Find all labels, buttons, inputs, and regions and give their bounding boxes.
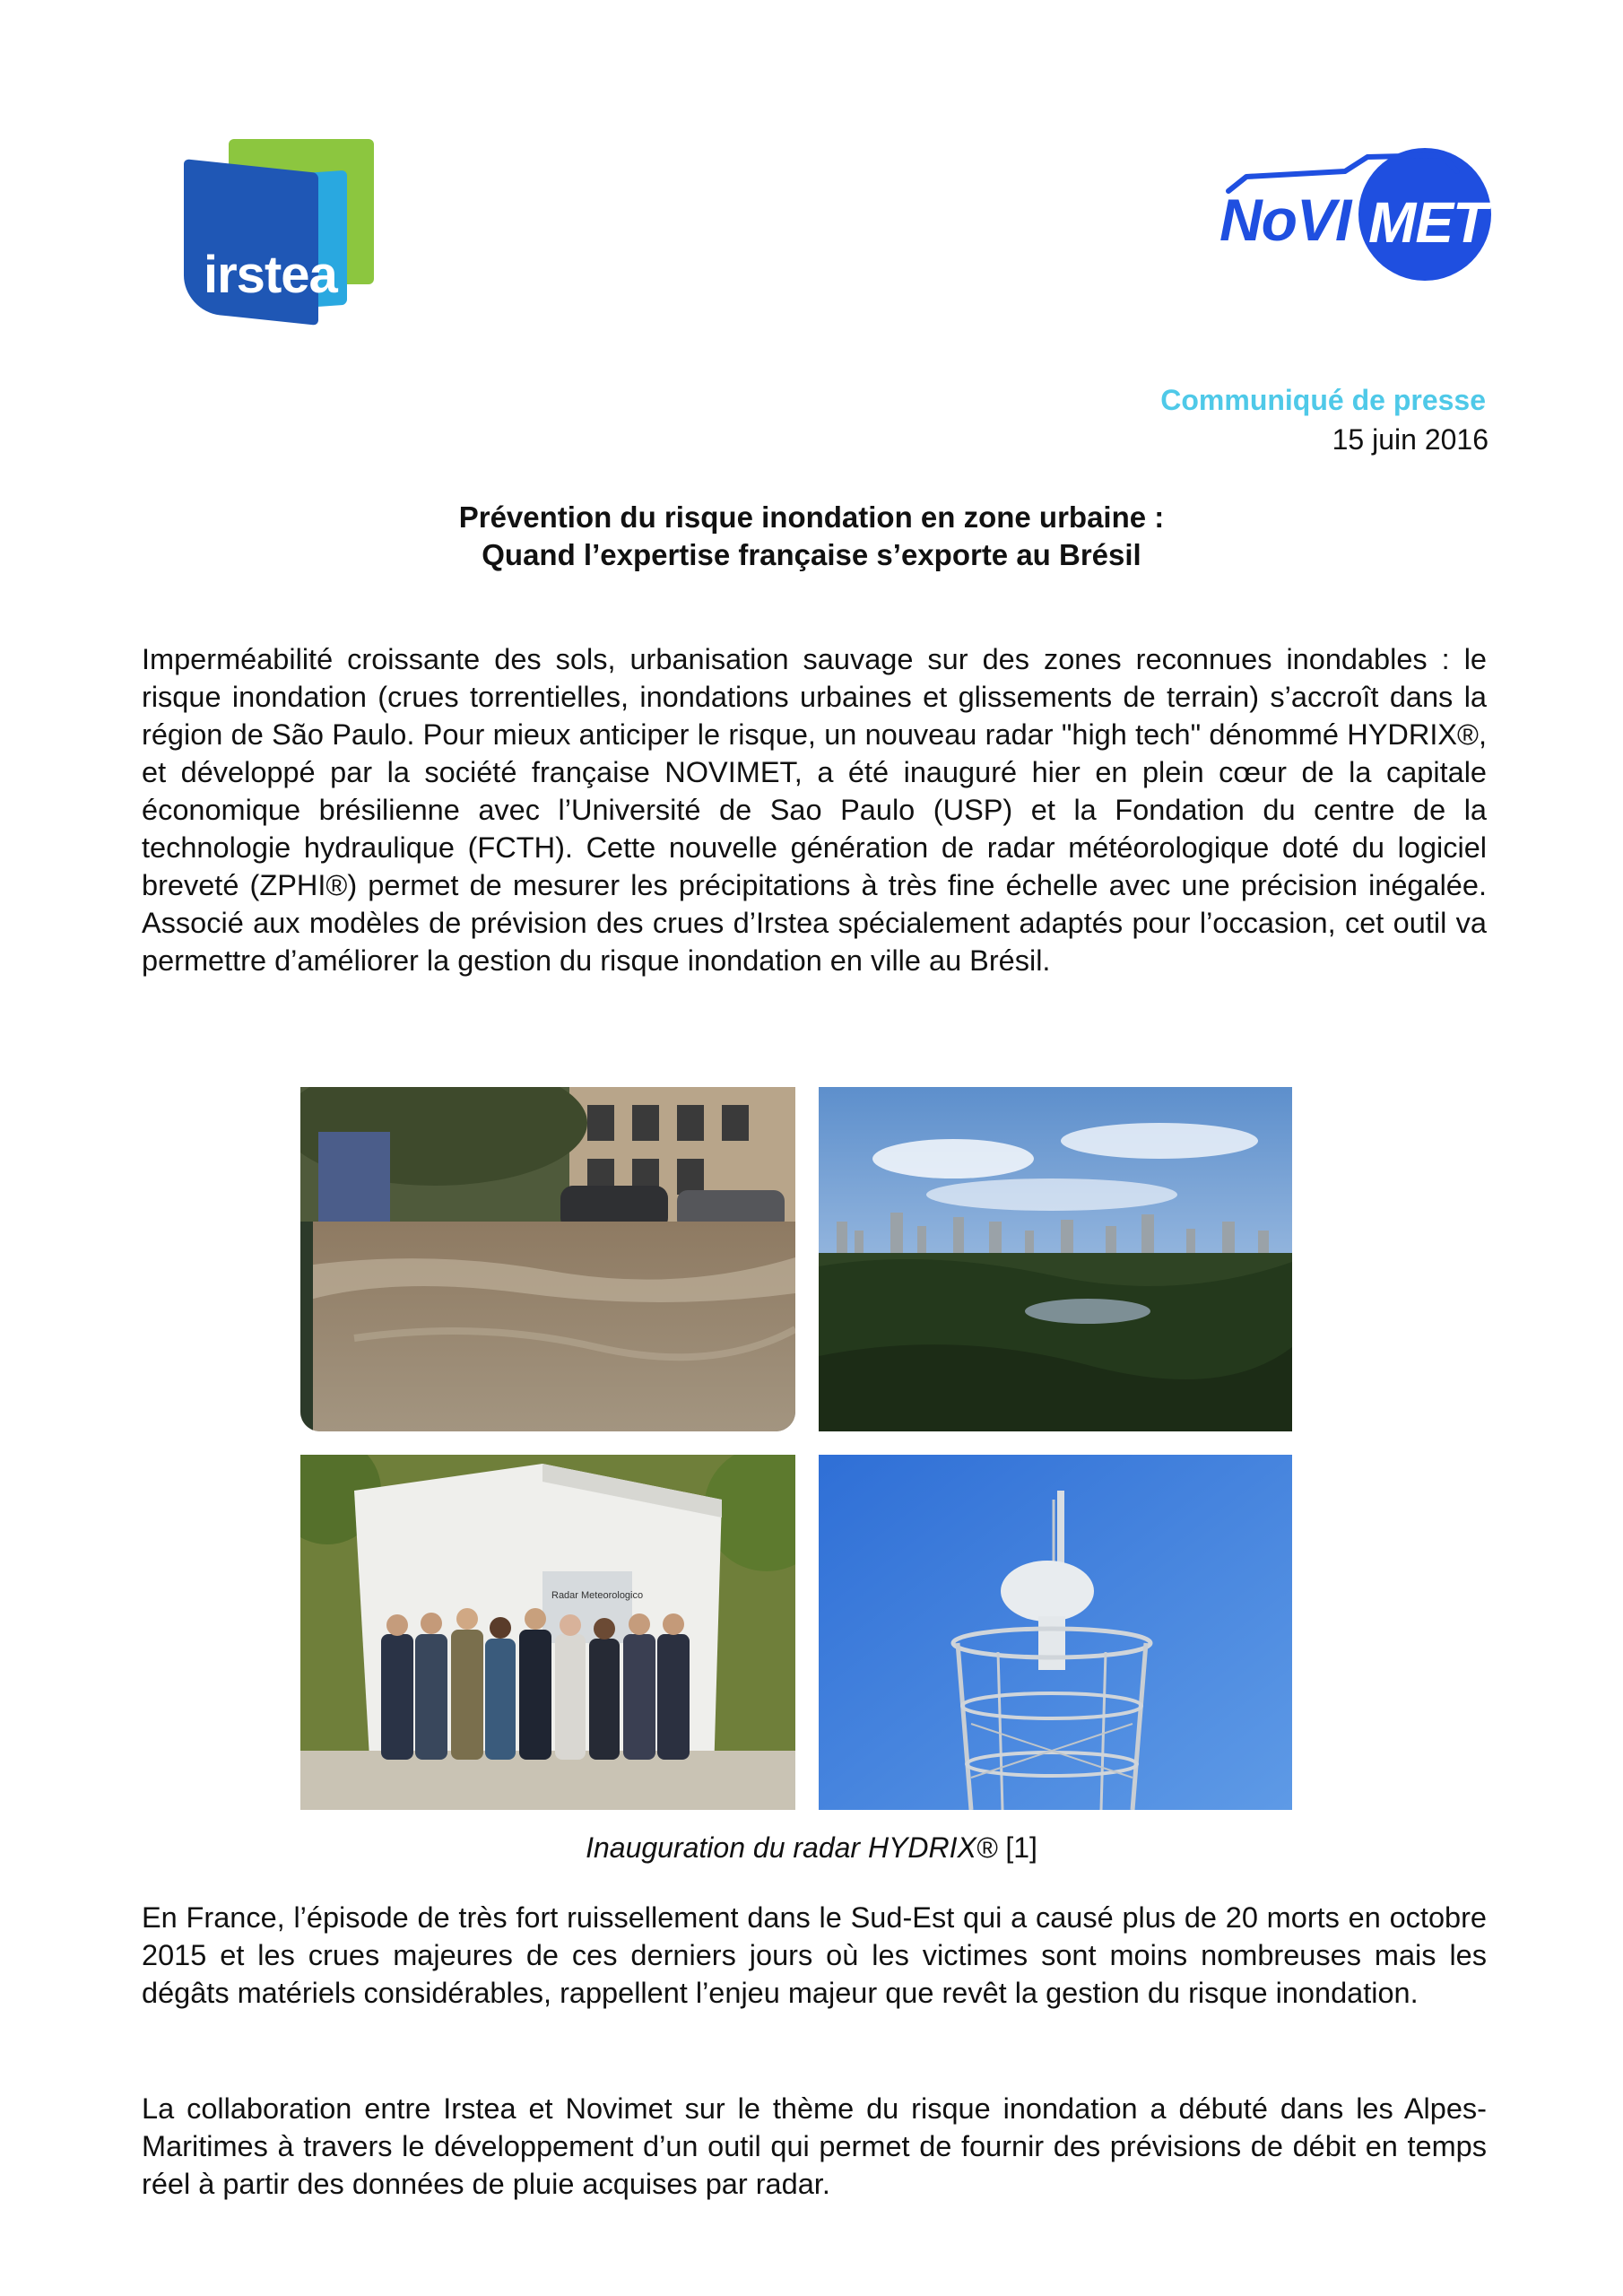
photo-flooded-street — [300, 1087, 795, 1431]
photo-city-skyline — [819, 1087, 1292, 1431]
novimet-logo-text-part1: NoVI — [1219, 187, 1351, 253]
photo-sign-text: Radar Meteorologico — [551, 1590, 644, 1601]
collaboration-paragraph: La collaboration entre Irstea et Novimet sur le thème du risque inondation a débuté dans les Alpes-Maritimes à travers le développement d’un outil qui permet de fournir des prévisions de débit en temps réel à partir des données de pluie acquises par radar. — [142, 2092, 1487, 2200]
figure-caption — [0, 1831, 1623, 1865]
photo-inauguration-group — [300, 1455, 795, 1810]
press-release-label: Communiqué de presse — [1160, 384, 1486, 416]
novimet-logo — [1211, 139, 1497, 283]
title-line-1: Prévention du risque inondation en zone urbaine : — [458, 500, 1165, 534]
title-line-2: Quand l’expertise française s’exporte au Brésil — [482, 538, 1141, 571]
novimet-logo-text-part2: MET — [1368, 190, 1488, 255]
figure-caption-reference: [1] — [1005, 1831, 1037, 1864]
irstea-logo — [184, 139, 377, 318]
irstea-logo-text: irstea — [204, 246, 337, 304]
intro-paragraph: Imperméabilité croissante des sols, urbanisation sauvage sur des zones reconnues inondables : le risque inondation (crues torrentielles, inondations urbaines et glissements de terrain) s’accroît dans la région de São Paulo. Pour mieux anticiper le risque, un nouveau radar "high tech" dénommé HYDRIX®, et développé par la société française NOVIMET, a été inauguré hier en plein cœur de la capitale économique brésilienne avec l’Université de Sao Paulo (USP) et la Fondation du centre de la technologie hydraulique (FCTH). Cette nouvelle génération de radar météorologique doté du logiciel breveté (ZPHI®) permet de mesurer les précipitations à très fine échelle avec une précision inégalée. Associé aux modèles de prévision des crues d’Irstea spécialement adaptés pour l’occasion, cet outil va permettre d’améliorer la gestion du risque inondation en ville au Brésil. — [142, 643, 1487, 977]
press-release-date: 15 juin 2016 — [1332, 423, 1488, 456]
figure-caption-text: Inauguration du radar HYDRIX® — [586, 1831, 998, 1864]
photo-radar-tower — [819, 1455, 1292, 1810]
france-context-paragraph: En France, l’épisode de très fort ruissellement dans le Sud-Est qui a causé plus de 20 morts en octobre 2015 et les crues majeures de ces derniers jours où les victimes sont moins nombreuses mais les dégâts matériels considérables, rappellent l’enjeu majeur que revêt la gestion du risque inondation. — [142, 1901, 1487, 2009]
page-title — [0, 499, 1623, 574]
